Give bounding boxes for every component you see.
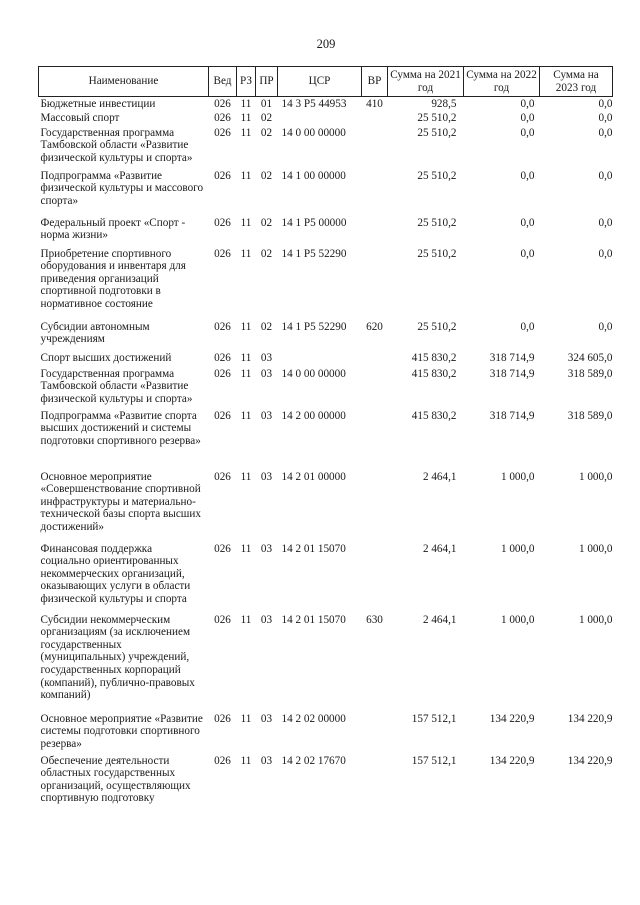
row-csr: 14 2 01 15070 [281, 542, 346, 555]
row-vr [362, 754, 388, 814]
row-sum-2022: 1 000,0 [500, 470, 535, 483]
row-sum-2022: 318 714,9 [489, 367, 535, 380]
header-ved: Вед [209, 67, 237, 97]
row-vr [362, 111, 388, 126]
row-csr: 14 2 02 00000 [281, 712, 346, 725]
header-pr: ПР [256, 67, 278, 97]
page-number: 209 [316, 37, 336, 51]
row-sum-2021: 2 464,1 [422, 470, 457, 483]
row-sum-2023: 318 589,0 [567, 409, 613, 422]
row-name: Финансовая поддержка социально ориентированных некоммерческих организаций, оказывающих услуги в области физической культуры и спорта [40, 542, 191, 605]
table-row [39, 111, 613, 126]
table-header-row [39, 67, 613, 97]
row-ved: 026 [214, 320, 231, 333]
row-ved: 026 [214, 98, 231, 110]
row-ved: 026 [214, 111, 231, 124]
row-pr: 03 [260, 351, 273, 364]
row-sum-2021: 25 510,2 [417, 320, 457, 333]
row-ved: 026 [214, 367, 231, 380]
row-rz: 11 [240, 754, 252, 767]
row-name: Обеспечение деятельности областных государственных организаций, осуществляющих спортивную подготовку [40, 754, 191, 805]
row-sum-2021: 157 512,1 [411, 754, 457, 767]
row-name: Подпрограмма «Развитие физической культуры и массового спорта» [40, 169, 204, 207]
row-csr: 14 1 P5 00000 [281, 216, 347, 229]
row-sum-2023: 134 220,9 [567, 754, 613, 767]
row-pr: 03 [260, 754, 273, 767]
row-vr: 410 [366, 98, 383, 110]
row-sum-2023: 134 220,9 [567, 712, 613, 725]
table-row [39, 247, 613, 320]
row-vr [362, 409, 388, 470]
row-sum-2022: 1 000,0 [500, 613, 535, 626]
table-row [39, 367, 613, 409]
row-name: Основное мероприятие «Развитие системы подготовки спортивного резерва» [40, 712, 203, 750]
row-csr [278, 351, 362, 367]
row-csr: 14 1 P5 52290 [281, 247, 347, 260]
row-ved: 026 [214, 216, 231, 229]
row-name: Приобретение спортивного оборудования и инвентаря для приведения организаций спортивной подготовки в нормативное состояние [40, 247, 186, 310]
row-vr: 630 [366, 613, 383, 626]
row-sum-2023: 0,0 [598, 247, 613, 260]
header-rz: РЗ [237, 67, 256, 97]
row-name: Массовый спорт [40, 111, 120, 124]
header-name: Наименование [39, 67, 209, 97]
header-sum-2022: Сумма на 2022 год [464, 67, 540, 97]
table-row [39, 169, 613, 216]
row-sum-2022: 0,0 [520, 98, 535, 110]
row-name: Субсидии автономным учреждениям [40, 320, 150, 346]
row-sum-2021: 25 510,2 [417, 126, 457, 139]
row-rz: 11 [240, 169, 252, 182]
row-ved: 026 [214, 169, 231, 182]
row-sum-2023: 0,0 [598, 126, 613, 139]
row-pr: 03 [260, 613, 273, 626]
row-ved: 026 [214, 247, 231, 260]
row-vr: 620 [366, 320, 383, 333]
row-sum-2023: 1 000,0 [578, 470, 613, 483]
row-sum-2021: 25 510,2 [417, 111, 457, 124]
row-sum-2022: 0,0 [520, 111, 535, 124]
table-row [39, 126, 613, 169]
row-vr [362, 126, 388, 169]
header-vr: ВР [362, 67, 388, 97]
row-vr [362, 712, 388, 754]
row-vr [362, 216, 388, 247]
row-ved: 026 [214, 470, 231, 483]
row-rz: 11 [240, 367, 252, 380]
row-ved: 026 [214, 613, 231, 626]
row-sum-2022: 0,0 [520, 216, 535, 229]
header-sum-2023: Сумма на 2023 год [540, 67, 613, 97]
row-sum-2022: 0,0 [520, 247, 535, 260]
row-sum-2022: 1 000,0 [500, 542, 535, 555]
row-csr: 14 1 00 00000 [281, 169, 346, 182]
row-pr: 02 [260, 247, 273, 260]
row-sum-2022: 134 220,9 [489, 754, 535, 767]
table-row [39, 542, 613, 613]
row-vr [362, 367, 388, 409]
row-name: Основное мероприятие «Совершенствование спортивной инфраструктуры и материально-технической базы спорта высших достижений» [40, 470, 201, 533]
row-sum-2021: 25 510,2 [417, 169, 457, 182]
row-sum-2023: 0,0 [598, 320, 613, 333]
row-vr [362, 470, 388, 542]
row-csr: 14 2 00 00000 [281, 409, 346, 422]
row-rz: 11 [240, 126, 252, 139]
row-sum-2021: 928,5 [431, 98, 457, 110]
row-name: Бюджетные инвестиции [40, 98, 156, 110]
row-csr [278, 111, 362, 126]
row-sum-2023: 0,0 [598, 169, 613, 182]
row-sum-2021: 415 830,2 [411, 351, 457, 364]
table-row [39, 712, 613, 754]
row-pr: 02 [260, 111, 273, 124]
budget-table [38, 66, 613, 814]
row-pr: 02 [260, 320, 273, 333]
row-sum-2021: 2 464,1 [422, 613, 457, 626]
row-rz: 11 [240, 247, 252, 260]
row-vr [362, 542, 388, 613]
row-sum-2021: 415 830,2 [411, 367, 457, 380]
row-sum-2022: 134 220,9 [489, 712, 535, 725]
table-row [39, 351, 613, 367]
row-pr: 03 [260, 409, 273, 422]
row-csr: 14 0 00 00000 [281, 367, 346, 380]
row-name: Государственная программа Тамбовской области «Развитие физической культуры и спорта» [40, 367, 193, 405]
row-rz: 11 [240, 111, 252, 124]
table-row [39, 409, 613, 470]
row-sum-2023: 1 000,0 [578, 613, 613, 626]
row-rz: 11 [240, 613, 252, 626]
row-sum-2023: 1 000,0 [578, 542, 613, 555]
header-sum-2021: Сумма на 2021 год [388, 67, 464, 97]
row-vr [362, 169, 388, 216]
row-ved: 026 [214, 542, 231, 555]
row-name: Спорт высших достижений [40, 351, 172, 364]
row-sum-2021: 25 510,2 [417, 247, 457, 260]
row-pr: 03 [260, 542, 273, 555]
row-sum-2022: 0,0 [520, 126, 535, 139]
row-csr: 14 3 P5 44953 [281, 98, 347, 110]
table-row [39, 97, 613, 111]
row-sum-2023: 324 605,0 [567, 351, 613, 364]
row-rz: 11 [240, 409, 252, 422]
row-pr: 03 [260, 712, 273, 725]
row-ved: 026 [214, 409, 231, 422]
row-sum-2022: 318 714,9 [489, 409, 535, 422]
row-rz: 11 [240, 98, 252, 110]
table-row [39, 754, 613, 814]
row-pr: 02 [260, 126, 273, 139]
row-ved: 026 [214, 126, 231, 139]
row-sum-2022: 0,0 [520, 169, 535, 182]
row-csr: 14 2 01 00000 [281, 470, 346, 483]
row-rz: 11 [240, 542, 252, 555]
row-csr: 14 2 02 17670 [281, 754, 346, 767]
row-vr [362, 351, 388, 367]
row-sum-2021: 157 512,1 [411, 712, 457, 725]
row-sum-2022: 318 714,9 [489, 351, 535, 364]
row-rz: 11 [240, 320, 252, 333]
row-sum-2023: 318 589,0 [567, 367, 613, 380]
row-sum-2021: 415 830,2 [411, 409, 457, 422]
table-row [39, 470, 613, 542]
row-pr: 02 [260, 169, 273, 182]
row-ved: 026 [214, 712, 231, 725]
row-sum-2021: 2 464,1 [422, 542, 457, 555]
row-pr: 02 [260, 216, 273, 229]
row-ved: 026 [214, 754, 231, 767]
row-sum-2023: 0,0 [598, 98, 613, 110]
row-pr: 01 [260, 98, 273, 110]
row-name: Федеральный проект «Спорт - норма жизни» [40, 216, 186, 242]
row-pr: 03 [260, 470, 273, 483]
row-rz: 11 [240, 216, 252, 229]
row-rz: 11 [240, 712, 252, 725]
row-csr: 14 1 P5 52290 [281, 320, 347, 333]
row-sum-2022: 0,0 [520, 320, 535, 333]
row-rz: 11 [240, 470, 252, 483]
row-name: Государственная программа Тамбовской области «Развитие физической культуры и спорта» [40, 126, 193, 164]
table-row [39, 320, 613, 351]
row-sum-2021: 25 510,2 [417, 216, 457, 229]
row-name: Субсидии некоммерческим организациям (за исключением государственных (муниципальных) учреждений, государственных корпораций (компаний), публично-правовых компаний) [40, 613, 195, 702]
row-ved: 026 [214, 351, 231, 364]
row-csr: 14 2 01 15070 [281, 613, 346, 626]
row-vr [362, 247, 388, 320]
table-row [39, 613, 613, 712]
row-sum-2023: 0,0 [598, 216, 613, 229]
row-csr: 14 0 00 00000 [281, 126, 346, 139]
table-row [39, 216, 613, 247]
row-pr: 03 [260, 367, 273, 380]
row-sum-2023: 0,0 [598, 111, 613, 124]
row-name: Подпрограмма «Развитие спорта высших достижений и системы подготовки спортивного резерва» [40, 409, 201, 447]
header-csr: ЦСР [278, 67, 362, 97]
row-rz: 11 [240, 351, 252, 364]
